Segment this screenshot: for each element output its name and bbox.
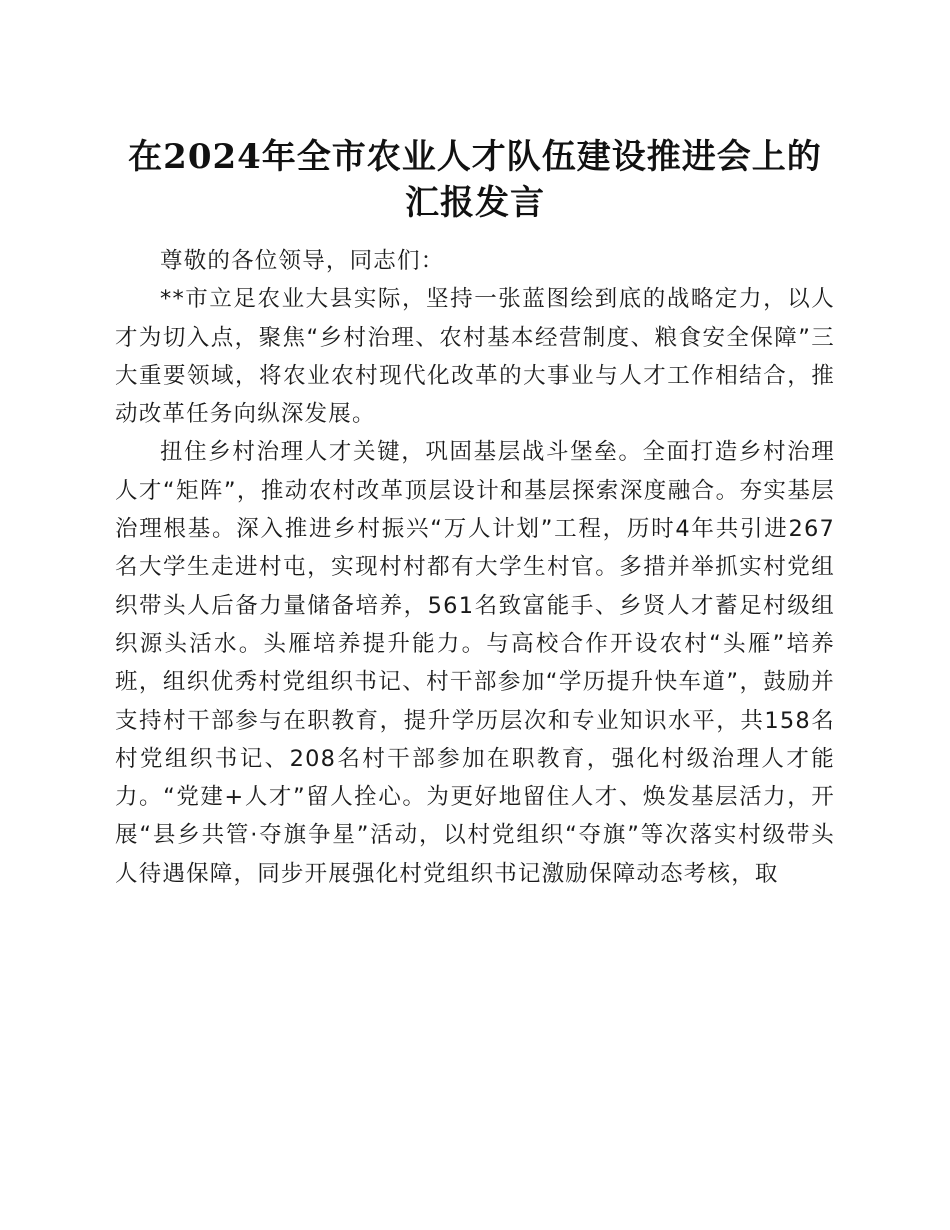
paragraph: 扭住乡村治理人才关键，巩固基层战斗堡垒。全面打造乡村治理人才“矩阵”，推动农村改革顶层设计和基层探索深度融合。夯实基层治理根基。深入推进乡村振兴“万人计划”工程，历时4年共引进267名大学生走进村屯，实现村村都有大学生村官。多措并举抓实村党组织带头人后备力量储备培养，561名致富能手、乡贤人才蓄足村级组织源头活水。头雁培养提升能力。与高校合作开设农村“头雁”培养班，组织优秀村党组织书记、村干部参加“学历提升快车道”，鼓励并支持村干部参与在职教育，提升学历层次和专业知识水平，共158名村党组织书记、208名村干部参加在职教育，强化村级治理人才能力。“党建+人才”留人拴心。为更好地留住人才、焕发基层活力，开展“县乡共管·夺旗争星”活动，以村党组织“夺旗”等次落实村级带头人待遇保障，同步开展强化村党组织书记激励保障动态考核，取 [115,439,835,887]
document-title: 在2024年全市农业人才队伍建设推进会上的汇报发言 [128,137,822,223]
document-body [115,242,835,893]
salutation: 尊敬的各位领导，同志们： [160,248,445,274]
paragraph: **市立足农业大县实际，坚持一张蓝图绘到底的战略定力，以人才为切入点，聚焦“乡村治理、农村基本经营制度、粮食安全保障”三大重要领域，将农业农村现代化改革的大事业与人才工作相结合，推动改革任务向纵深发展。 [115,286,835,428]
